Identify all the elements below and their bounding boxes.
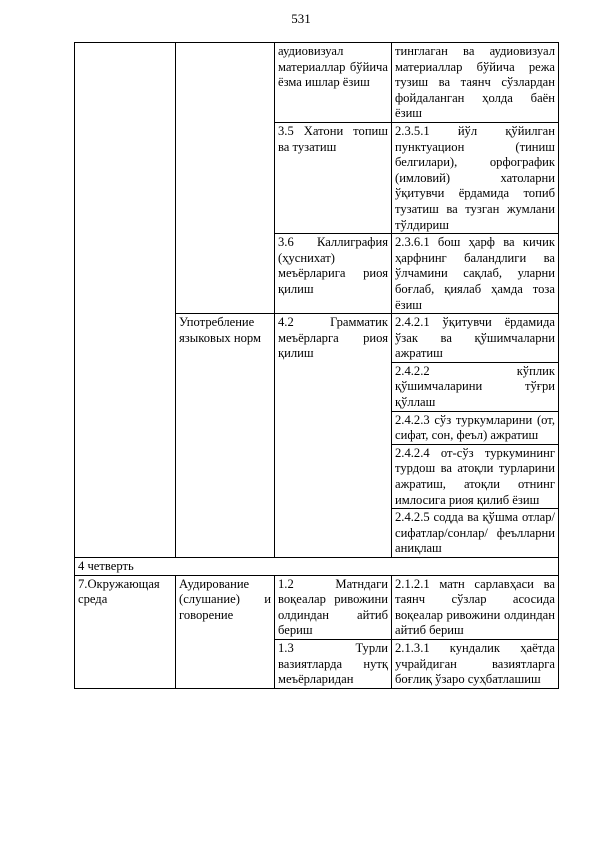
- table-row: [75, 558, 559, 576]
- objective-cell: 1.2 Матндаги воқеалар ривожини олдиндан айтиб бериш: [275, 575, 392, 639]
- outcome-cell: 2.3.6.1 бош ҳарф ва кичик ҳарфнинг баландлиги ва ўлчамини сақлаб, уларни боғлаб, қиялаб ҳамда тоза ёзиш: [392, 234, 559, 314]
- quarter-heading: 4 четверть: [75, 558, 559, 576]
- outcome-cell: 2.4.2.4 от-сўз туркумининг турдош ва атоқли турларини ажратиш, атоқли отнинг имлосига риоя қилиб ёзиш: [392, 444, 559, 508]
- table-row: [75, 575, 559, 639]
- table-row: [75, 43, 559, 123]
- objective-cell: аудиовизуал материаллар бўйича ёзма ишлар ёзиш: [275, 43, 392, 123]
- outcome-cell: 2.4.2.5 содда ва қўшма отлар/сифатлар/сонлар/ феълларни аниқлаш: [392, 509, 559, 558]
- curriculum-table: [74, 42, 559, 689]
- outcome-cell: тинглаган ва аудиовизуал материаллар бўйича режа тузиш ва таянч сўзлардан фойдаланган ҳолда баён ёзиш: [392, 43, 559, 123]
- objective-cell: 1.3 Турли вазиятларда нутқ меъёрларидан: [275, 639, 392, 688]
- objective-cell: 3.5 Хатони топиш ва тузатиш: [275, 122, 392, 233]
- outcome-cell: 2.4.2.1 ўқитувчи ёрдамида ўзак ва қўшимчаларни ажратиш: [392, 314, 559, 363]
- skill-cell: Употребление языковых норм: [176, 314, 275, 558]
- objective-cell: 4.2 Грамматик меъёрларга риоя қилиш: [275, 314, 392, 558]
- outcome-cell: 2.4.2.3 сўз туркумларини (от, сифат, сон, феъл) ажратиш: [392, 411, 559, 444]
- outcome-cell: 2.3.5.1 йўл қўйилган пунктуацион (тиниш белгилари), орфографик (имловий) хатоларни ўқитувчи ёрдамида топиб тузатиш ва тузган жумлани тўлдириш: [392, 122, 559, 233]
- skill-cell: Аудирование (слушание) и говорение: [176, 575, 275, 688]
- outcome-cell: 2.1.2.1 матн сарлавҳаси ва таянч сўзлар асосида воқеалар ривожини олдиндан айтиб бериш: [392, 575, 559, 639]
- objective-cell: 3.6 Каллиграфия (ҳуснихат) меъёрларига риоя қилиш: [275, 234, 392, 314]
- page-number: 531: [291, 11, 311, 26]
- outcome-cell: 2.4.2.2 кўплик қўшимчаларини тўғри қўллаш: [392, 362, 559, 411]
- outcome-cell: 2.1.3.1 кундалик ҳаётда учрайдиган вазиятларга боғлиқ ўзаро суҳбатлашиш: [392, 639, 559, 688]
- topic-cell: 7.Окружающая среда: [75, 575, 176, 688]
- empty-cell: [176, 43, 275, 314]
- empty-cell: [75, 43, 176, 558]
